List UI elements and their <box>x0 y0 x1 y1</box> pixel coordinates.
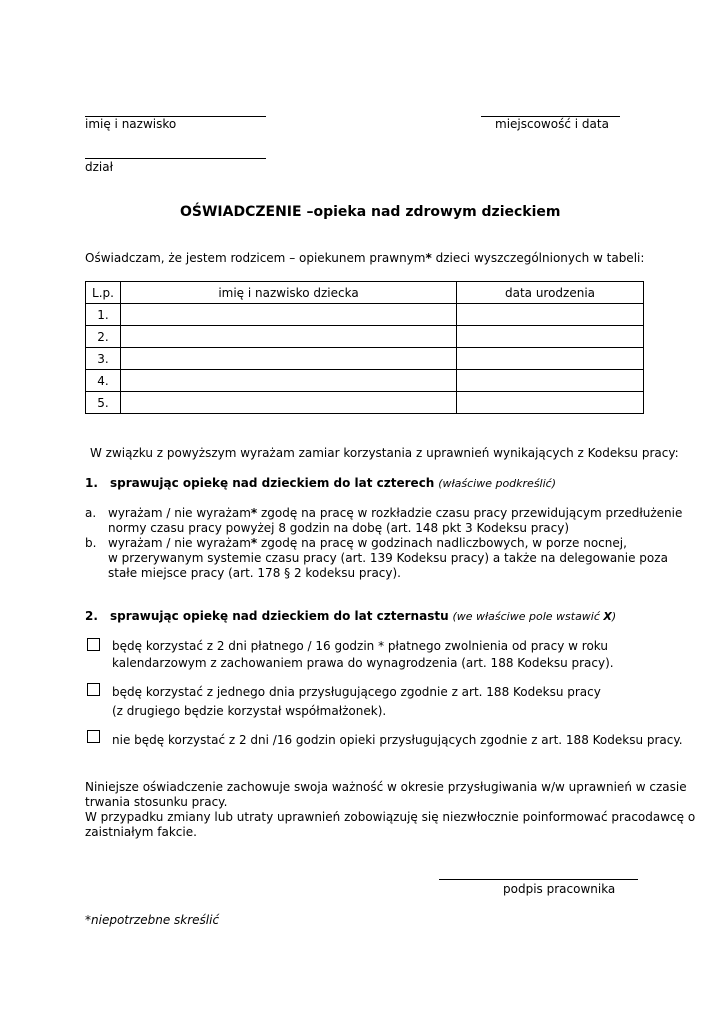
section2-heading: sprawując opiekę nad dzieckiem do lat czternastu <box>110 609 449 623</box>
name-label: imię i nazwisko <box>85 117 177 131</box>
option1-line2: kalendarzowym z zachowaniem prawa do wynagrodzenia (art. 188 Kodeksu pracy). <box>112 656 614 670</box>
closing-line4: zaistniałym fakcie. <box>85 825 197 839</box>
birth-date-cell[interactable] <box>457 392 644 414</box>
birth-date-cell[interactable] <box>457 370 644 392</box>
table-header-row <box>86 282 644 304</box>
a-consent-post: zgodę na pracę w rozkładzie czasu pracy przewidującym przedłużenie <box>257 506 683 520</box>
b-consent-star: * <box>250 536 258 550</box>
intro-after: dzieci wyszczególnionych w tabeli: <box>431 251 645 265</box>
b-consent-pre: wyrażam / nie wyrażam <box>108 536 251 550</box>
option3-line1: nie będę korzystać z 2 dni /16 godzin opieki przysługujących zgodnie z art. 188 Kodeksu pracy. <box>112 733 683 747</box>
footnote-star: * <box>85 913 91 927</box>
intro-text <box>85 251 644 266</box>
section1-a-line1 <box>108 506 682 521</box>
intro-before: Oświadczam, że jestem rodzicem – opiekunem prawnym <box>85 251 426 265</box>
document-title: OŚWIADCZENIE –opieka nad zdrowym dzieckiem <box>180 204 561 220</box>
child-name-cell[interactable] <box>121 370 457 392</box>
section2-number: 2. <box>85 609 98 623</box>
footnote <box>85 913 219 928</box>
row-number: 2. <box>86 326 121 348</box>
section2-note-pre: (we właściwe pole wstawić <box>452 610 604 623</box>
child-name-cell[interactable] <box>121 348 457 370</box>
section1-b-line3: stałe miejsce pracy (art. 178 § 2 kodeksu pracy). <box>108 566 401 580</box>
option1-checkbox[interactable] <box>87 638 100 651</box>
child-name-cell[interactable] <box>121 304 457 326</box>
table-row <box>86 392 644 414</box>
section2-note <box>452 610 616 623</box>
intro-star: * <box>425 251 432 265</box>
section1-heading-line <box>110 476 556 491</box>
row-number: 3. <box>86 348 121 370</box>
birth-date-cell[interactable] <box>457 348 644 370</box>
section1-number: 1. <box>85 476 98 490</box>
signature-label: podpis pracownika <box>503 882 616 896</box>
row-number: 5. <box>86 392 121 414</box>
footnote-text: niepotrzebne skreślić <box>91 913 220 927</box>
birth-date-cell[interactable] <box>457 326 644 348</box>
header-birth-date: data urodzenia <box>457 282 644 304</box>
child-name-cell[interactable] <box>121 326 457 348</box>
table-row <box>86 370 644 392</box>
b-consent-post: zgodę na pracę w godzinach nadliczbowych, w porze nocnej, <box>257 536 627 550</box>
row-number: 1. <box>86 304 121 326</box>
option2-line2: (z drugiego będzie korzystał współmałżonek). <box>112 704 387 718</box>
children-table <box>85 281 644 414</box>
signature-fill-line[interactable] <box>439 879 638 880</box>
child-name-cell[interactable] <box>121 392 457 414</box>
closing-line3: W przypadku zmiany lub utraty uprawnień zobowiązuję się niezwłocznie poinformować pracodawcę o <box>85 810 696 824</box>
a-consent-pre: wyrażam / nie wyrażam <box>108 506 251 520</box>
place-date-label: miejscowość i data <box>495 117 609 131</box>
header-child-name: imię i nazwisko dziecka <box>121 282 457 304</box>
a-consent-star: * <box>250 506 258 520</box>
option2-checkbox[interactable] <box>87 683 100 696</box>
row-number: 4. <box>86 370 121 392</box>
section2-note-post: ) <box>611 610 617 623</box>
department-fill-line[interactable] <box>85 158 266 159</box>
section1-b-line2: w przerywanym systemie czasu pracy (art. 139 Kodeksu pracy) a także na delegowanie poza <box>108 551 668 565</box>
option1-line1: będę korzystać z 2 dni płatnego / 16 godzin * płatnego zwolnienia od pracy w roku <box>112 639 608 653</box>
lead-text: W związku z powyższym wyrażam zamiar korzystania z uprawnień wynikających z Kodeksu pracy: <box>90 446 679 460</box>
table-row <box>86 304 644 326</box>
section2-note-x: X <box>603 610 612 623</box>
section1-a-marker: a. <box>85 506 97 520</box>
option2-line1: będę korzystać z jednego dnia przysługującego zgodnie z art. 188 Kodeksu pracy <box>112 685 601 699</box>
section2-heading-line <box>110 609 616 624</box>
department-label: dział <box>85 160 114 174</box>
table-row <box>86 348 644 370</box>
header-lp: L.p. <box>86 282 121 304</box>
section1-heading: sprawując opiekę nad dzieckiem do lat czterech <box>110 476 435 490</box>
section1-b-line1 <box>108 536 627 551</box>
section1-b-marker: b. <box>85 536 97 550</box>
closing-line2: trwania stosunku pracy. <box>85 795 228 809</box>
birth-date-cell[interactable] <box>457 304 644 326</box>
section1-a-line2: normy czasu pracy powyżej 8 godzin na dobę (art. 148 pkt 3 Kodeksu pracy) <box>108 521 570 535</box>
closing-line1: Niniejsze oświadczenie zachowuje swoja ważność w okresie przysługiwania w/w uprawnień w czasie <box>85 780 687 794</box>
table-row <box>86 326 644 348</box>
option3-checkbox[interactable] <box>87 730 100 743</box>
section1-note: (właściwe podkreślić) <box>438 477 557 490</box>
